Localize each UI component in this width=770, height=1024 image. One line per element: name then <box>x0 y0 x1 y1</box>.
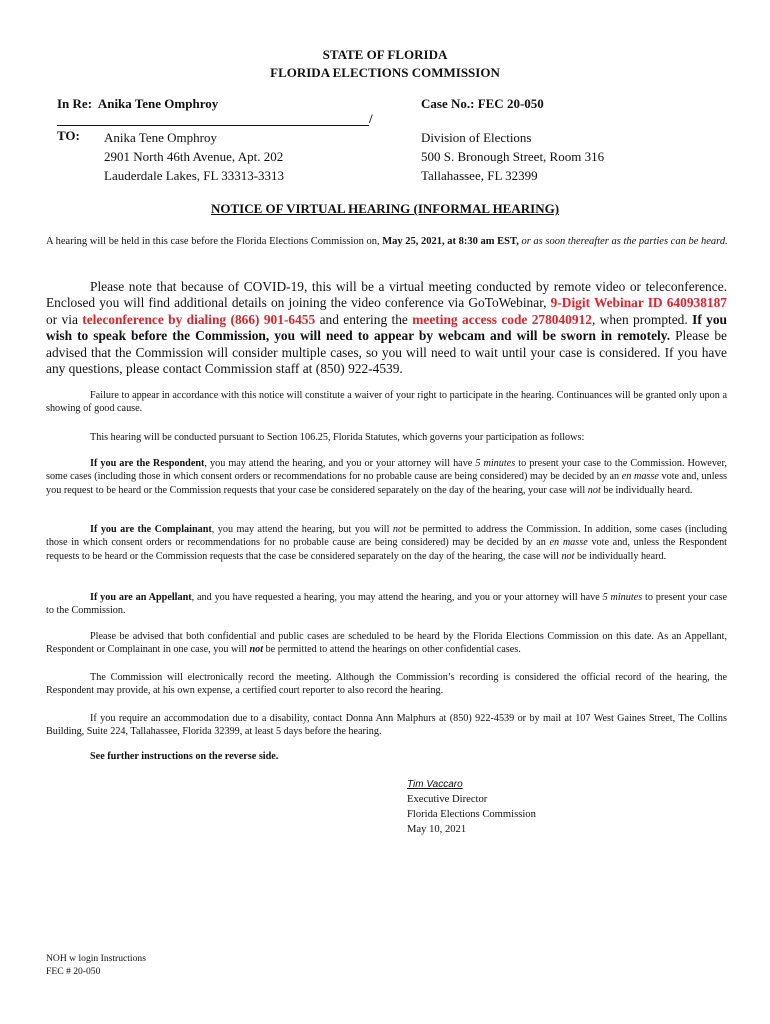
complainant-paragraph <box>46 523 727 563</box>
respondent-text-a: , you may attend the hearing, and you or your attorney will have <box>204 458 473 469</box>
signer-title: Executive Director <box>407 794 488 805</box>
copy-street: 500 S. Bronough Street, Room 316 <box>421 149 605 164</box>
covid-text-3: and entering the <box>319 311 408 327</box>
to-label: TO: <box>57 128 80 143</box>
confidential-text-a: Please be advised that both confidential and public cases are scheduled to be heard by the Florida Elections Commission on this date. As an Appellant, Respondent or Complainant in one case, you will <box>46 631 727 656</box>
footer-line-2: FEC # 20-050 <box>46 965 101 977</box>
complainant-text-b: be permitted to address the Commission. In addition, some cases (including those in which consent orders or recommendations for no probable cause are being considered) may be decided by an <box>46 524 728 549</box>
respondent-not: not <box>587 484 601 496</box>
in-re-name: Anika Tene Omphroy <box>97 96 219 111</box>
copy-city: Tallahassee, FL 32399 <box>421 168 538 183</box>
reverse-side-note: See further instructions on the reverse side. <box>90 751 279 762</box>
covid-paragraph <box>46 279 727 377</box>
appellant-minutes: 5 minutes <box>602 592 643 603</box>
signature: Tim Vaccaro <box>407 779 463 790</box>
recipient-name: Anika Tene Omphroy <box>104 130 217 145</box>
complainant-text-d: be individually heard. <box>577 550 667 562</box>
respondent-minutes: 5 minutes <box>475 458 516 469</box>
footer-line-1: NOH w login Instructions <box>46 953 146 964</box>
caption-slash: / <box>369 111 373 126</box>
footer <box>46 953 146 978</box>
intro-paragraph <box>46 234 728 250</box>
complainant-lead: If you are the Complainant <box>90 524 212 535</box>
covid-text-5: Please be advised that the Commission will consider multiple cases, so you will need to wait until your case is considered. If you have any questions, please contact Commission staff at (850) 922-4539. <box>46 328 727 377</box>
covid-text-1: Please note that because of COVID-19, this will be a virtual meeting conducted by remote video or teleconference. Enclosed you will find additional details on joining the video conference via GoToWebinar, <box>46 279 727 311</box>
hearing-date: May 25, 2021, at 8:30 am EST, <box>382 236 519 247</box>
notice-title: NOTICE OF VIRTUAL HEARING (INFORMAL HEARING) <box>210 201 560 216</box>
confidential-text-b: be permitted to attend the hearings on other confidential cases. <box>265 644 521 656</box>
recipient-city: Lauderdale Lakes, FL 33313-3313 <box>104 168 285 183</box>
appellant-lead: If you are an Appellant <box>90 592 192 603</box>
intro-tail: or as soon thereafter as the parties can be heard. <box>521 236 728 247</box>
complainant-not-1: not <box>392 524 406 535</box>
covid-text-4: , when prompted. <box>591 311 688 327</box>
appellant-text-a: , and you have requested a hearing, you may attend the hearing, and you or your attorney will have <box>191 592 600 603</box>
case-number-value: FEC 20-050 <box>477 96 544 111</box>
confidential-paragraph <box>46 630 727 657</box>
respondent-lead: If you are the Respondent <box>90 458 205 469</box>
signature-block <box>407 777 536 837</box>
state-heading: STATE OF FLORIDA <box>322 47 448 62</box>
complainant-en-masse: en masse <box>549 537 588 549</box>
respondent-paragraph <box>46 457 727 497</box>
in-re-label: In Re: <box>57 96 93 111</box>
complainant-text-a: , you may attend the hearing, but you will <box>211 524 390 535</box>
recipient-address <box>104 128 284 185</box>
signature-date: May 10, 2021 <box>407 824 467 835</box>
signer-organization: Florida Elections Commission <box>407 809 536 820</box>
statute-paragraph: This hearing will be conducted pursuant to Section 106.25, Florida Statutes, which governs your participation as follows: <box>90 432 585 443</box>
in-re <box>57 96 218 112</box>
covid-text-2: or via <box>46 311 78 327</box>
copy-name: Division of Elections <box>421 130 532 145</box>
respondent-en-masse: en masse <box>621 471 659 483</box>
recording-paragraph: The Commission will electronically record the meeting. Although the Commission’s recording is considered the official record of the hearing, the Respondent may provide, at his own expense, a certified court reporter to also record the hearing. <box>46 672 727 697</box>
respondent-text-b: to present your case to the Commission. However, some cases (including those in which consent orders or recommendations for no probable cause are being considered) may be decided by an <box>46 458 727 483</box>
case-caption-rule <box>57 125 369 126</box>
commission-heading: FLORIDA ELECTIONS COMMISSION <box>270 65 500 80</box>
case-number <box>421 96 544 112</box>
appellant-paragraph <box>46 591 727 618</box>
case-number-label: Case No.: <box>421 96 475 111</box>
webcam-requirement: If you wish to speak before the Commission, you will need to appear by webcam and will be sworn in remotely. <box>46 311 727 344</box>
teleconference-number: teleconference by dialing (866) 901-6455 <box>82 311 316 327</box>
respondent-text-c: vote and, unless you request to be heard or the Commission requests that your case be considered separately on the day of the hearing, your case will <box>46 471 728 496</box>
copy-address <box>421 128 604 185</box>
accommodation-paragraph: If you require an accommodation due to a disability, contact Donna Ann Malphurs at (850) 922-4539 or by mail at 107 West Gaines Street, The Collins Building, Suite 224, Tallahassee, Florida 32399, at least 5 days before the hearing. <box>46 713 727 738</box>
failure-paragraph: Failure to appear in accordance with this notice will constitute a waiver of your right to participate in the hearing. Continuances will be granted only upon a showing of good cause. <box>46 390 727 415</box>
complainant-text-c: vote and, unless the Respondent requests to be heard or the Commission requests that the case be considered separately on the day of the hearing, the case will <box>46 537 728 562</box>
appellant-text-b: to present your case to the Commission. <box>46 592 728 617</box>
meeting-access-code: meeting access code 278040912 <box>412 311 592 327</box>
recipient-street: 2901 North 46th Avenue, Apt. 202 <box>104 149 284 164</box>
respondent-text-d: be individually heard. <box>603 484 693 496</box>
intro-text: A hearing will be held in this case before the Florida Elections Commission on, <box>46 236 380 247</box>
complainant-not-2: not <box>561 550 575 562</box>
webinar-id: 9-Digit Webinar ID 640938187 <box>550 295 727 311</box>
confidential-not: not <box>249 644 264 656</box>
